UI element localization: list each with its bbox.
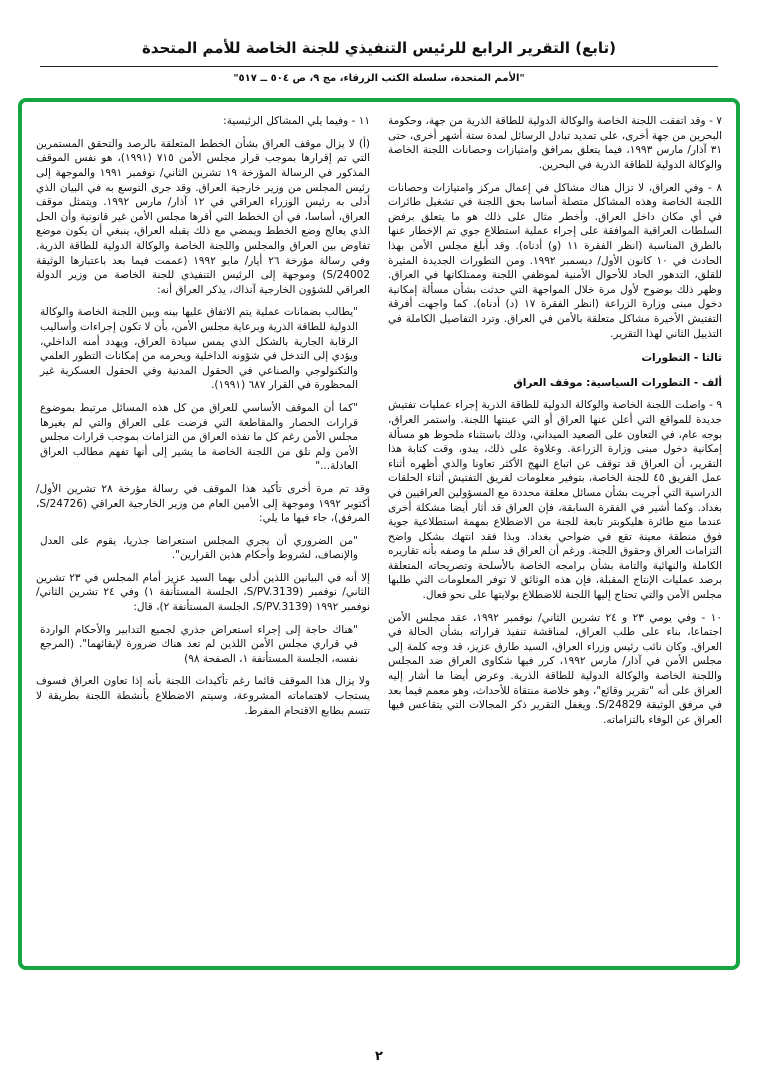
document-source: "الأمم المتحدة، سلسلة الكتب الزرقاء، مج ٩، ص ٥٠٤ ــ ٥١٧": [233, 73, 525, 85]
header-rule: [40, 66, 718, 67]
paragraph: ٩ - واصلت اللجنة الخاصة والوكالة الدولية للطاقة الذرية إجراء عمليات تفتيش جديدة للمواقع التي أعلن عنها العراق أو التي عينتها اللجنة. واستمر العراق، بوجه عام، في التعاون على الصعيد الميداني، وذلك باستثناء ملحوظ هو مسألة إمكانية دخول مبنى وزارة الزراعة. وعلاوة على ذلك، يبدو، وقت كتابة هذا التقرير، أن العراق قد توقف عن اتباع النهج الأكثر تعاونا والذي أظهره أثناء عمل الفريق ٤٥ للجنة الخاصة، بتوفير معلومات لفريق التفتيش أثناء الحلقات الدراسية التي أجريت بشأن مسائل معلقة محددة مع المسؤولين العراقيين في بغداد. وكما أشير في الفقرة السابقة، فإن العراق قد أثار أيضا مشكلة أخرى عندما منع طائرة هليكوبتر تابعة للجنة من الاضطلاع بمهمة استطلاعية جوية فوق منطقة معينة تقع في ضواحي بغداد. وبذا فقد انتهك بشكل واضح التزامات العراق وحقوق اللجنة. ورغم أن العراق قد سلم ما وصفه بأنه تقاريره الكاملة والنهائية والتامة بشأن برامجه الخاصة بالأسلحة وتصريحاته المتعلقة برصد عمليات الإنتاج المقبلة، فإن هذه الوثائق لا توفر المعلومات التي طلبها مجلس الأمن والتي تحتاج إليها اللجنة للاضطلاع بولايتها على نحو فعال.: [388, 399, 722, 602]
paragraph: ٨ - وفي العراق، لا تزال هناك مشاكل في إعمال مركز وامتيازات وحصانات اللجنة الخاصة وهذه المشاكل متصلة أساسا بحق اللجنة في تشغيل طائرات في أي مكان داخل العراق. وأخطر مثال على ذلك هو ما يتعلق برفض السلطات العراقية الموافقة على إجراء عملية استطلاع جوي تم الإخطار عنها بالطرق المناسبة (انظر الفقرة ١١ (و) أدناه). وقد أبلغ مجلس الأمن بهذا الحادث في ١٠ كانون الأول/ ديسمبر ١٩٩٢. ومن التطورات الجديدة المثيرة للقلق، التدهور الحاد للأحوال الأمنية لموظفي اللجنة وممتلكاتها في العراق. وظهر ذلك بوضوح لأول مرة خلال المواجهة التي حدثت بشأن مسألة إمكانية دخول مبنى وزارة الزراعة (انظر الفقرة ١٧ (د) أدناه). كما واجهت أفرقة التفتيش الأخيرة مشاكل متعلقة بالأمن في العراق. وترد التفاصيل الكاملة في التذييل الثاني لهذا التقرير.: [388, 181, 722, 340]
page-number: ٢: [375, 1049, 383, 1064]
paragraph: إلا أنه في البيانين اللذين أدلى بهما السيد عزيز أمام المجلس في ٢٣ تشرين الثاني/ نوفمبر (S/PV.3139، الجلسة المستأنفة ١) وفي ٢٤ تشرين الثاني/ نوفمبر ١٩٩٢ (S/PV.3139، الجلسة المستأنفة ٢)، قال:: [36, 571, 370, 614]
paragraph: ٧ - وقد اتفقت اللجنة الخاصة والوكالة الدولية للطاقة الذرية من جهة، وحكومة البحرين من جهة أخرى، على تمديد تبادل الرسائل لمدة ستة أشهر أخرى، حتى ٣١ آذار/ مارس ١٩٩٣، فيما يتعلق بمرافق وامتيازات وحصانات اللجنة الخاصة والوكالة الدولية للطاقة الذرية في البحرين.: [388, 115, 722, 172]
text-columns: [36, 114, 722, 954]
paragraph: (أ) لا يزال موقف العراق بشأن الخطط المتعلقة بالرصد والتحقق المستمرين التي تم إقرارها بموجب قرار مجلس الأمن ٧١٥ (١٩٩١)، هو نفس الموقف المذكور في الرسالة المؤرخة ١٩ تشرين الثاني/ نوفمبر ١٩٩١ والموجهة إلى رئيس المجلس من وزير خارجية العراق. وقد جرى التوسع به في البيان الذي أدلى به رئيس الوزراء العراقي في ١٢ آذار/ مارس ١٩٩٢. ويتمثل موقف العراق، أساسا، في أن الخطط التي أقرها مجلس الأمن غير قانونية وأن الحل الذي يعالج وضع الخطط ويمضي مع ذلك يقبله العراق، ينبغي أن يكون موضع تفاوض بين العراق والمجلس واللجنة الخاصة والوكالة الدولية للطاقة الذرية. وفي رسالة مؤرخة ٢٦ أيار/ مايو ١٩٩٢ (عممت فيما بعد باعتبارها الوثيقة S/24002) وموجهة إلى الرئيس التنفيذي للجنة الخاصة من وزير الدولة العراقي للشؤون الخارجية آنذاك، يذكر العراق أنه:: [36, 137, 370, 296]
paragraph: "يطالب بضمانات عملية يتم الاتفاق عليها بينه وبين اللجنة الخاصة والوكالة الدولية للطاقة الذرية وبرعاية مجلس الأمن، بأن لا تكون إجراءات وأساليب الرقابة الجارية بالشكل الذي يمس سيادة العراق، ويهدد أمنه الداخلي، ويؤدي إلى التدخل في شؤونه الداخلية ويحرمه من إمكانات التطور العلمي والتكنولوجي والصناعي في الحقول المدنية وفي الحقول العسكرية غير المحظورة في القرار ٦٨٧ (١٩٩١).: [40, 306, 358, 392]
paragraph: "كما أن الموقف الأساسي للعراق من كل هذه المسائل مرتبط بموضوع قرارات الحصار والمقاطعة التي فرضت على العراق والتي لم يغيرها مجلس الأمن رغم كل ما نفذه العراق من التزامات بموجب قرارات مجلس الأمن ولم نلق من اللجنة الخاصة ما يشير إلى أنها تفهم مطالب العراق العادلة...": [40, 401, 358, 473]
section-heading: ألف - التطورات السياسية: موقف العراق: [513, 376, 722, 389]
paragraph: "هناك حاجة إلى إجراء استعراض جذري لجميع التدابير والأحكام الواردة في قراري مجلس الأمن اللذين لم تعد هناك ضرورة لإبقائهما". (المرجع نفسه، الجلسة المستأنفة ١، الصفحة ٩٨): [40, 623, 358, 665]
document-title: (تابع) التقرير الرابع للرئيس التنفيذي للجنة الخاصة للأمم المتحدة: [141, 39, 617, 57]
document-header: [0, 0, 758, 84]
paragraph: ١١ - وفيما يلي المشاكل الرئيسية:: [223, 115, 370, 128]
section-heading: ثالثا - التطورات: [641, 352, 722, 365]
column-left: [36, 114, 370, 954]
column-right: [388, 114, 722, 954]
content-box: [18, 98, 740, 970]
paragraph: وقد تم مرة أخرى تأكيد هذا الموقف في رسالة مؤرخة ٢٨ تشرين الأول/ أكتوبر ١٩٩٢ وموجهة إلى الأمين العام من وزير الخارجية العراقي (S/24726، المرفق)، جاء فيها ما يلي:: [36, 482, 370, 525]
paragraph: ولا يزال هذا الموقف قائما رغم تأكيدات اللجنة بأنه إذا تعاون العراق فسوف يستجاب لاهتماماته المشروعة، وسيتم الاضطلاع بأنشطة اللجنة بطريقة لا تتسم بطابع الاقتحام المفرط.: [36, 675, 370, 717]
paragraph: ١٠ - وفي يومي ٢٣ و ٢٤ تشرين الثاني/ نوفمبر ١٩٩٢، عقد مجلس الأمن اجتماعا، بناء على طلب العراق، لمناقشة تنفيذ قراراته بشأن الحالة في العراق. وكان نائب رئيس وزراء العراق، السيد طارق عزيز، قد وجه كلمة إلى مجلس الأمن في آذار/ مارس ١٩٩٢، كرر فيها شكاوى العراق ضد المجلس واللجنة الخاصة والوكالة الدولية للطاقة الذرية. وعرض أيضا ما أشار إليه العراق على أنه "تقرير وقائع"، وهو خلاصة منتقاة للأحداث، وهو معمم فيما بعد في مرفق الوثيقة S/24829. ويغفل التقرير ذكر المجالات التي يتقاعس فيها العراق عن الوفاء بالتزاماته.: [388, 611, 722, 726]
paragraph: "من الضروري أن يجري المجلس استعراضا جذريا، يقوم على العدل والإنصاف، لشروط وأحكام هذين القرارين".: [40, 534, 358, 562]
document-footer: [0, 1045, 758, 1064]
